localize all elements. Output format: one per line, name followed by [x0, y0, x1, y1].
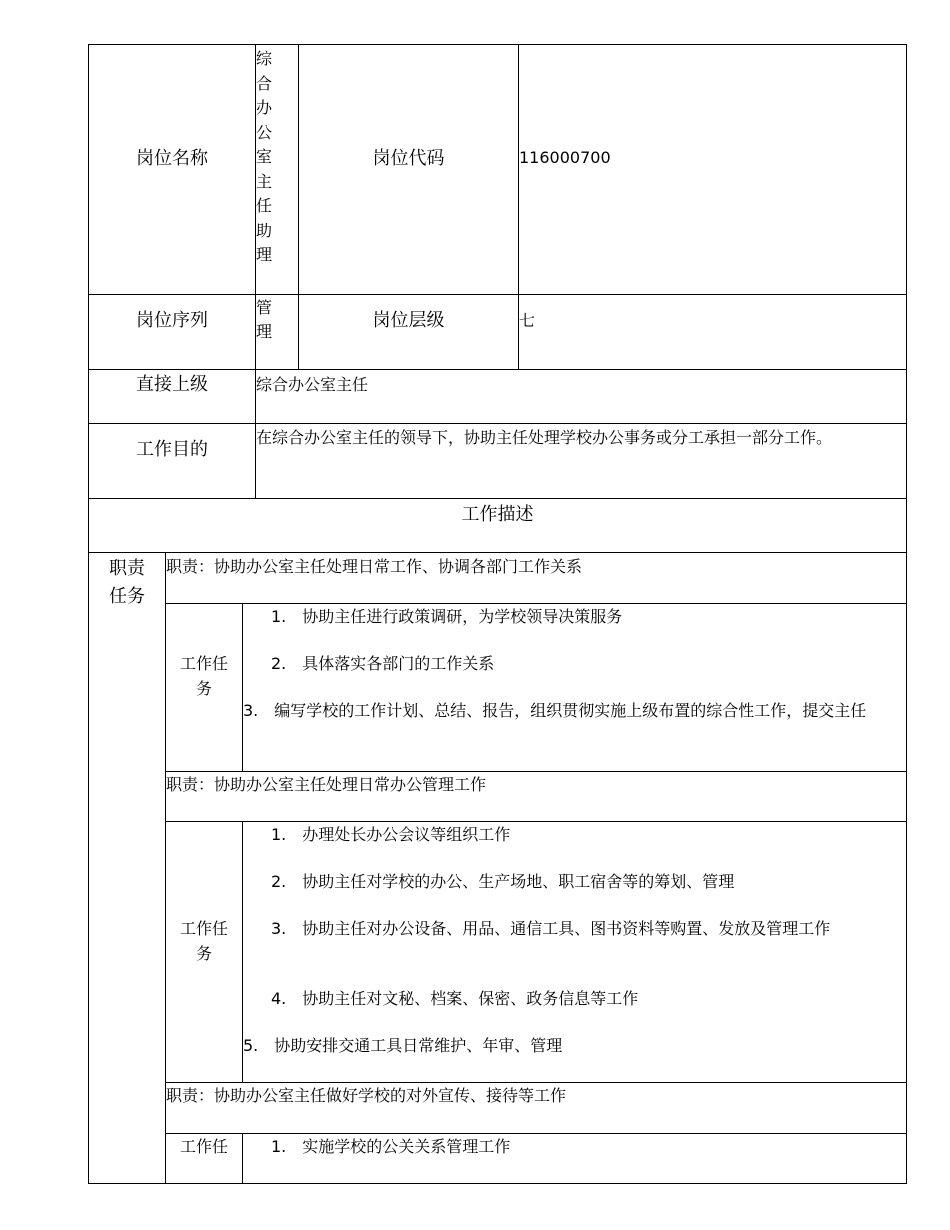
post-code-label: 岗位代码	[372, 148, 445, 169]
task-label: 工作任	[179, 919, 228, 938]
task-item: 3. 编写学校的工作计划、总结、报告，组织贯彻实施上级布置的综合性工作，提交主任	[243, 701, 867, 720]
task-item: 4. 协助主任对文秘、档案、保密、政务信息等工作	[271, 989, 639, 1008]
task-item: 1. 实施学校的公关关系管理工作	[271, 1137, 511, 1156]
duty-title: 职责：协助办公室主任处理日常办公管理工作	[166, 775, 487, 794]
task-label: 工作任	[179, 654, 228, 673]
task-item: 1. 协助主任进行政策调研，为学校领导决策服务	[271, 607, 623, 626]
post-level-value: 七	[519, 311, 536, 330]
purpose-label: 工作目的	[136, 439, 208, 460]
col-divider	[242, 1133, 243, 1184]
row-divider	[88, 423, 907, 424]
col-divider	[242, 603, 243, 771]
row-divider	[88, 369, 907, 370]
task-item: 2. 具体落实各部门的工作关系	[271, 654, 495, 673]
border-bottom	[88, 1183, 907, 1184]
description-title: 工作描述	[461, 504, 534, 525]
row-divider	[88, 552, 907, 553]
row-divider	[165, 821, 907, 822]
purpose-value: 在综合办公室主任的领导下，协助主任处理学校办公事务或分工承担一部分工作。	[256, 428, 833, 447]
row-divider	[165, 603, 907, 604]
task-label: 务	[195, 679, 212, 698]
border-left	[88, 44, 89, 1184]
post-name-value: 综合办公室主任助理	[256, 49, 273, 264]
post-code-value: 116000700	[519, 148, 611, 167]
duty-title: 职责：协助办公室主任做好学校的对外宣传、接待等工作	[166, 1086, 567, 1105]
border-top	[88, 44, 907, 45]
superior-label: 直接上级	[136, 374, 208, 395]
row-divider	[165, 771, 907, 772]
row-divider	[165, 1133, 907, 1134]
post-level-label: 岗位层级	[372, 310, 445, 331]
task-item: 3. 协助主任对办公设备、用品、通信工具、图书资料等购置、发放及管理工作	[271, 919, 831, 938]
task-label: 务	[195, 944, 212, 963]
duties-label: 任务	[109, 586, 145, 607]
task-label: 工作任	[179, 1137, 228, 1156]
duties-label: 职责	[109, 558, 145, 579]
task-item: 5. 协助安排交通工具日常维护、年审、管理	[243, 1036, 563, 1055]
post-series-label: 岗位序列	[136, 310, 208, 331]
row-divider	[165, 1082, 907, 1083]
duty-title: 职责：协助办公室主任处理日常工作、协调各部门工作关系	[166, 557, 583, 576]
task-item: 1. 办理处长办公会议等组织工作	[271, 825, 511, 844]
row-divider	[88, 498, 907, 499]
row-divider	[88, 294, 907, 295]
post-series-value: 管理	[256, 298, 273, 341]
post-name-label: 岗位名称	[136, 148, 208, 169]
task-item: 2. 协助主任对学校的办公、生产场地、职工宿舍等的筹划、管理	[271, 872, 735, 891]
border-right	[906, 44, 907, 1184]
superior-value: 综合办公室主任	[256, 375, 369, 394]
